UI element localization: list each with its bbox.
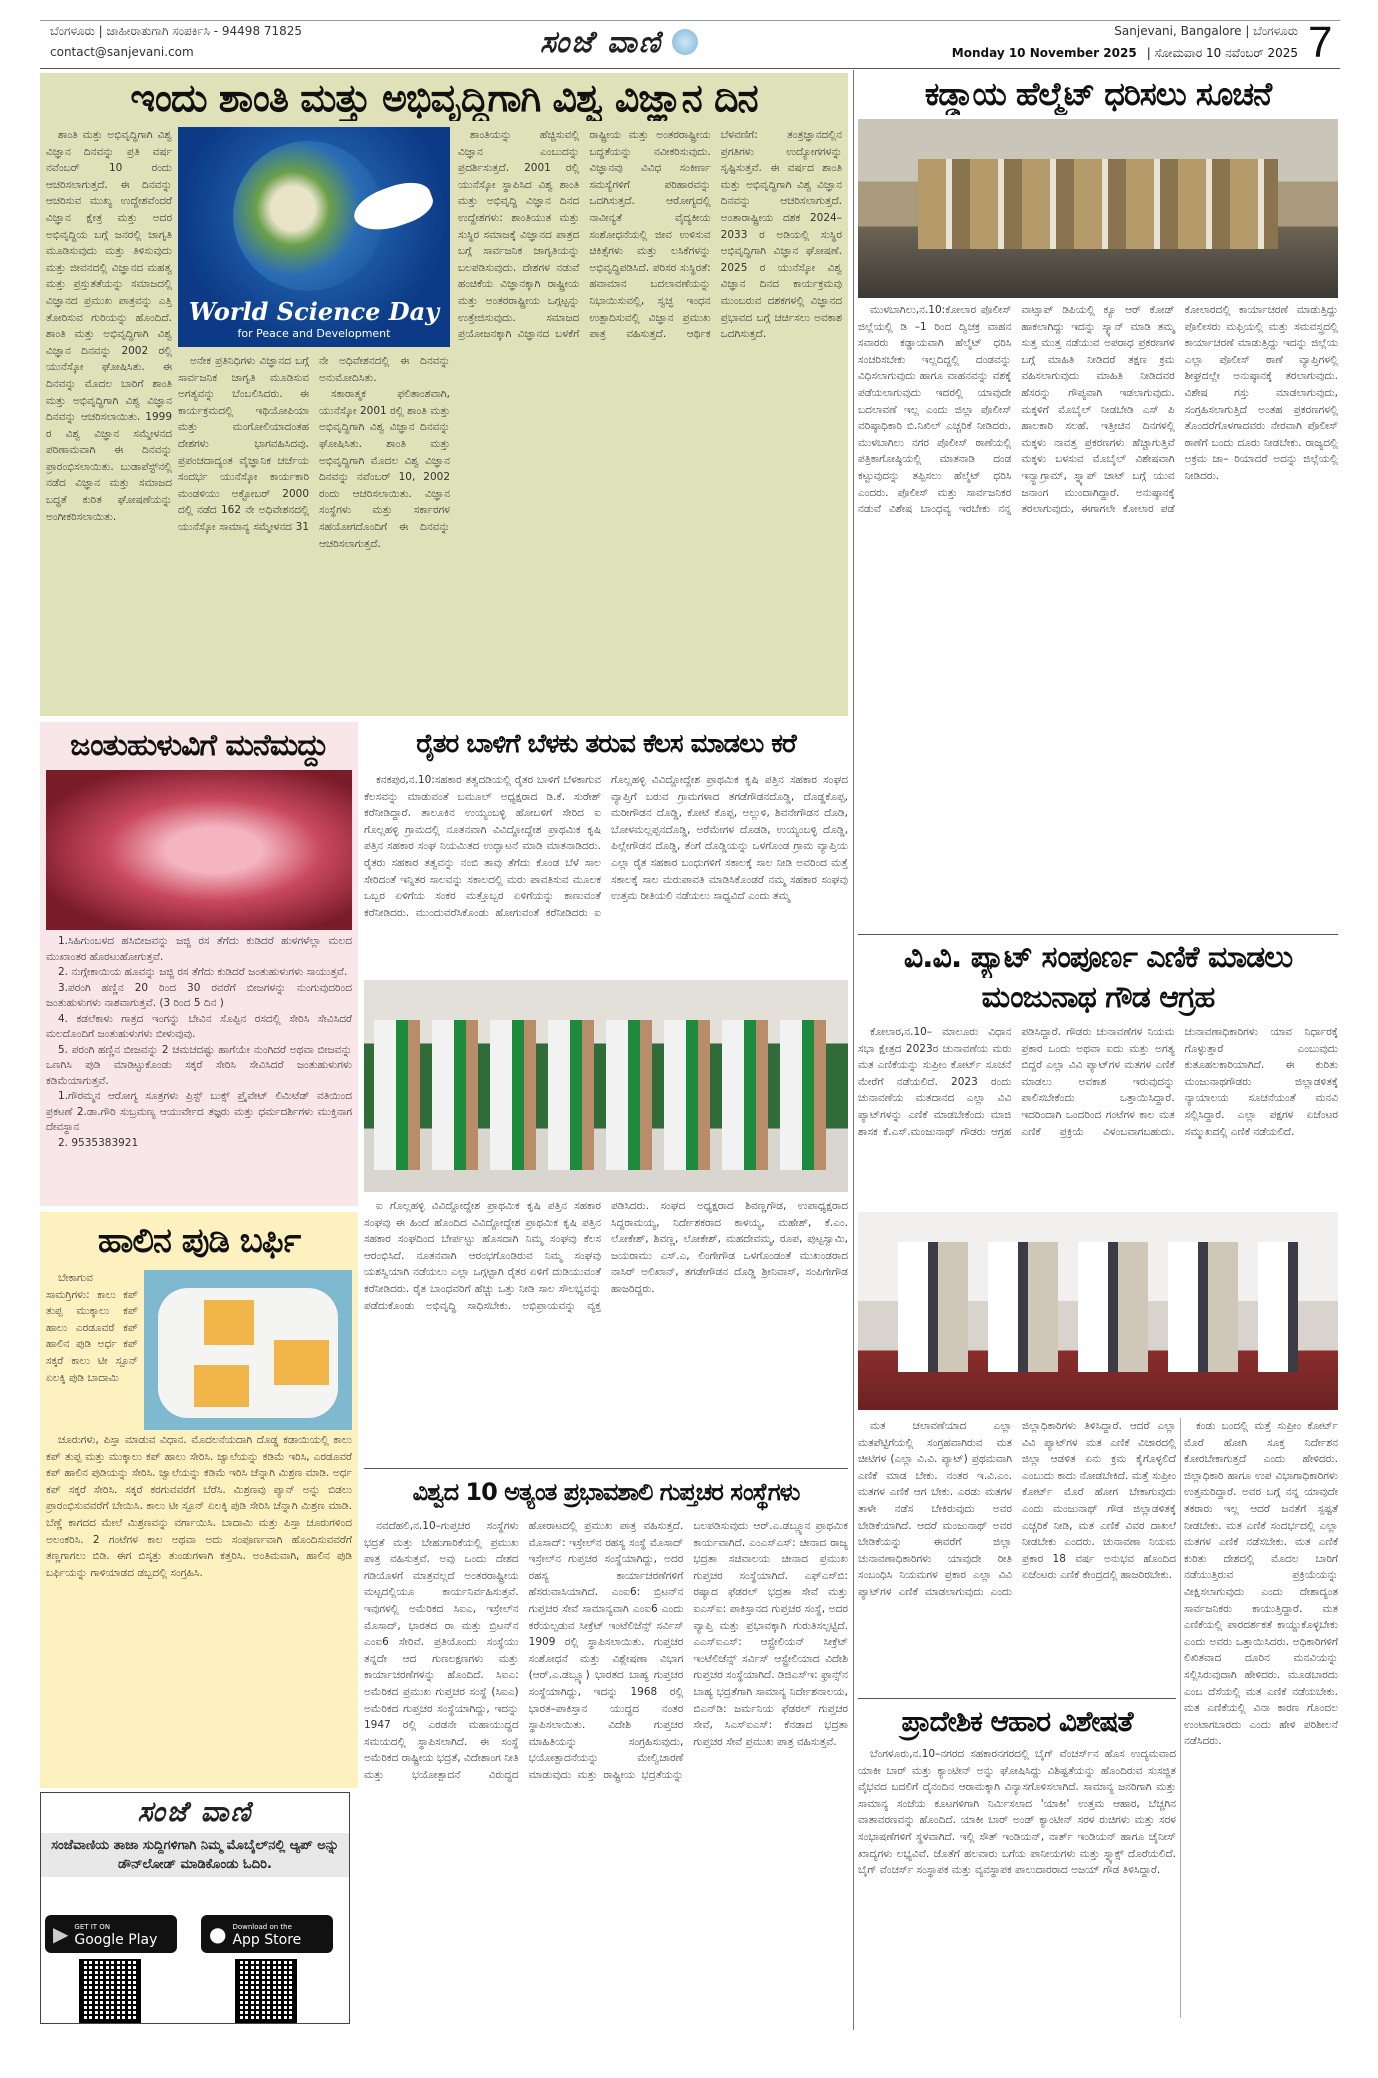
science-day-right-cols: ಶಾಂತಿಯನ್ನು ಹೆಚ್ಚಿಸುವಲ್ಲಿ ವಿಜ್ಞಾನ ಎಂಬುದನ್ನು ಪ್ರದರ್ಶಿಸುತ್ತದೆ. 2001 ರಲ್ಲಿ ಯುನೆಸ್ಕೋ ಸ್ಥಾಪಿಸಿದ ವಿಶ್ವ ಶಾಂತಿ ಮತ್ತು ಅಭಿವೃದ್ಧಿ ವಿಜ್ಞಾನ ದಿನದ ಉದ್ದೇಶಗಳು: ಶಾಂತಿಯುತ ಮತ್ತು ಸುಸ್ಥಿರ ಸಮಾಜಕ್ಕೆ ವಿಜ್ಞಾನದ ಪಾತ್ರದ ಬಗ್ಗೆ ಸಾರ್ವಜನಿಕ ಜಾಗೃತಿಯನ್ನು ಬಲಪಡಿಸುವುದು. ದೇಶಗಳ ನಡುವೆ ಹಂಚಿಕೆಯ ವಿಜ್ಞಾನಕ್ಕಾಗಿ ರಾಷ್ಟ್ರೀಯ ಮತ್ತು ಅಂತರರಾಷ್ಟ್ರೀಯ ಒಗ್ಗಟ್ಟನ್ನು ಉತ್ತೇಜಿಸುವುದು. ಸಮಾಜದ ಪ್ರಯೋಜನಕ್ಕಾಗಿ ವಿಜ್ಞಾನದ ಬಳಕೆಗೆ ರಾಷ್ಟ್ರೀಯ ಮತ್ತು ಅಂತರರಾಷ್ಟ್ರೀಯ ಬದ್ಧತೆಯನ್ನು ನವೀಕರಿಸುವುದು. ವಿಜ್ಞಾನವು ವಿವಿಧ ಸಂಕೀರ್ಣ ಸಮಸ್ಯೆಗಳಿಗೆ ಪರಿಹಾರವನ್ನು ಒದಗಿಸುತ್ತದೆ. ಆರೋಗ್ಯದಲ್ಲಿ ನಾವೀನ್ಯತೆ ವೈದ್ಯಕೀಯ ಸಂಶೋಧನೆಯಲ್ಲಿ ಜೀವ ಉಳಿಸುವ ಚಿಕಿತ್ಸೆಗಳು ಮತ್ತು ಲಸಿಕೆಗಳನ್ನು ಅಭಿವೃದ್ಧಿಪಡಿಸಿದೆ. ಪರಿಸರ ಸುಸ್ಥಿರತೆ: ಹವಾಮಾನ ಬದಲಾವಣೆಯನ್ನು ನಿಭಾಯಿಸುವಲ್ಲಿ, ಸ್ವಚ್ಛ ಇಂಧನ ಉತ್ಪಾದಿಸುವಲ್ಲಿ ವಿಜ್ಞಾನ ಪ್ರಮುಖ ಪಾತ್ರ ವಹಿಸುತ್ತದೆ. ಆರ್ಥಿಕ ಬೆಳವಣಿಗೆ: ತಂತ್ರಜ್ಞಾನದಲ್ಲಿನ ಪ್ರಗತಿಗಳು ಉದ್ಯೋಗಗಳನ್ನು ಸೃಷ್ಟಿಸುತ್ತವೆ. ಈ ವರ್ಷದ ಶಾಂತಿ ಮತ್ತು ಅಭಿವೃದ್ಧಿಗಾಗಿ ವಿಶ್ವ ವಿಜ್ಞಾನ ದಿನವನ್ನು ಆಚರಿಸಲಾಗುತ್ತದೆ. ಅಂತಾರಾಷ್ಟ್ರೀಯ ದಶಕ 2024–2033 ರ ಅಡಿಯಲ್ಲಿ ಸುಸ್ಥಿರ ಅಭಿವೃದ್ಧಿಗಾಗಿ ವಿಜ್ಞಾನ ಘೋಷಣೆ. 2025 ರ ಯುನೆಸ್ಕೋ ವಿಶ್ವ ವಿಜ್ಞಾನ ದಿನದ ಕಾರ್ಯಕ್ರಮವು ಮುಂಬರುವ ದಶಕಗಳಲ್ಲಿ ವಿಜ್ಞಾನದ ಪ್ರಭಾವದ ಬಗ್ಗೆ ಚರ್ಚಿಸಲು ಅವಕಾಶ ಒದಗಿಸುತ್ತದೆ. xyxy=(458,129,842,341)
farmers-headline: ರೈತರ ಬಾಳಿಗೆ ಬೆಳಕು ತರುವ ಕೆಲಸ ಮಾಡಲು ಕರೆ xyxy=(416,729,796,759)
ad-contact: ಬೆಂಗಳೂರು | ಜಾಹೀರಾತುಗಾಗಿ ಸಂಪರ್ಕಿಸಿ - 94498 71825 xyxy=(50,24,303,38)
date-line xyxy=(952,46,1298,61)
list-item: 4. ಕಡಲೆಕಾಳು ಗಾತ್ರದ ಇಂಗನ್ನು ಬೇವಿನ ಸೊಪ್ಪಿನ ರಸದಲ್ಲಿ ಸೇರಿಸಿ ಸೇವಿಸಿದರೆ ಮಲದೊಂದಿಗೆ ಜಂತುಹುಳುಗಳು ಬೀಳುವುವು. xyxy=(46,1012,352,1040)
app-store-button[interactable] xyxy=(201,1915,333,1953)
deworm-list xyxy=(46,934,352,1202)
masthead-logo-group xyxy=(540,22,698,62)
deworm-image xyxy=(46,770,352,930)
cooperative-inauguration-photo xyxy=(364,980,848,1192)
ad-message: ಸಂಜೆವಾಣಿಯ ತಾಜಾ ಸುದ್ದಿಗಳಿಗಾಗಿ ನಿಮ್ಮ ಮೊಬೈಲ್‌ನಲ್ಲಿ ಆ್ಯಪ್ ಅನ್ನು ಡೌನ್‌ಲೋಡ್ ಮಾಡಿಕೊಂಡು ಓದಿರಿ. xyxy=(41,1833,349,1877)
image-title: World Science Day xyxy=(188,297,440,326)
vvpat-body-top: ಕೋಲಾರ,ನ.10– ಮಾಲೂರು ವಿಧಾನ ಸಭಾ ಕ್ಷೇತ್ರದ 2023ರ ಚುನಾವಣೆಯ ಮರು ಮತ ಎಣಿಕೆಯನ್ನು ಸುಪ್ರೀಂ ಕೋರ್ಟ್ ಸೂಚನೆ ಮೇರೆಗೆ ನಡೆಯಲಿದೆ. 2023 ರಂದು ಚುನಾವಣೆಯ ಮತದಾನದ ಎಲ್ಲಾ ವಿವಿ ಪ್ಯಾಟ್‌ಗಳನ್ನು ಎಣಿಕೆ ಮಾಡಬೇಕೆಂದು ಮಾಜಿ ಶಾಸಕ ಕೆ.ಎಸ್.ಮಂಜುನಾಥ್ ಗೌಡರು ಆಗ್ರಹ ಪಡಿಸಿದ್ದಾರೆ. ಗೌಡರು ಚುನಾವಣೆಗಳ ನಿಯಮ ಪ್ರಕಾರ ಒಂದು ಅಥವಾ ಐದು ಮತ್ತು ಅಗತ್ಯ ಬಿದ್ದರೆ ಎಲ್ಲಾ ವಿವಿ ಪ್ಯಾಟ್‌ಗಳ ಮತಗಳ ಎಣಿಕೆ ಮಾಡಲು ಅವಕಾಶ ಇರುವುದನ್ನು ಪಾಲಿಸಬೇಕೆಂದು ಒತ್ತಾಯಿಸಿದ್ದಾರೆ. ಇದರಿಂದಾಗಿ ಒಂದರಿಂದ ಗಂಟೆಗಳ ಕಾಲ ಮತ ಎಣಿಕೆ ಪ್ರಕ್ರಿಯೆ ವಿಳಂಬವಾಗಬಹುದು. ಚುನಾವಣಾಧಿಕಾರಿಗಳು ಯಾವ ನಿರ್ಧಾರಕ್ಕೆ ಗೊಳ್ಳುತ್ತಾರೆ ಎಂಬುವುದು ಕುತೂಹಲಕಾರಿಯಾಗಿದೆ. ಈ ಕುರಿತು ಮಂಜುನಾಥಗೌಡರು ಜಿಲ್ಲಾಡಳಿತಕ್ಕೆ ನ್ಯಾಯಾಲಯ ಸೂಚನೆಯಂತೆ ಮನವಿ ಸಲ್ಲಿಸಿದ್ದಾರೆ. ಎಲ್ಲಾ ಪಕ್ಷಗಳ ಏಜೆಂಟರ ಸಮ್ಮುಖದಲ್ಲಿ ಎಣಿಕೆ ನಡೆಯಲಿದೆ. xyxy=(858,1026,1338,1138)
deworm-article xyxy=(40,722,358,1206)
vvpat-meeting-photo xyxy=(858,1212,1338,1410)
date-kn: | ಸೋಮವಾರ 10 ನವೆಂಬರ್ 2025 xyxy=(1146,46,1298,60)
barfi-headline: ಹಾಲಿನ ಪುಡಿ ಬರ್ಫಿ xyxy=(97,1221,301,1261)
ad-logo: ಸಂಜೆ ವಾಣಿ xyxy=(137,1795,253,1828)
science-day-col1: ಶಾಂತಿ ಮತ್ತು ಅಭಿವೃದ್ಧಿಗಾಗಿ ವಿಶ್ವ ವಿಜ್ಞಾನ ದಿನವನ್ನು ಪ್ರತಿ ವರ್ಷ ನವೆಂಬರ್ 10 ರಂದು ಆಚರಿಸಲಾಗುತ್ತದೆ. ಈ ದಿನವನ್ನು ಆಚರಿಸುವ ಮುಖ್ಯ ಉದ್ದೇಶವೆಂದರೆ ವಿಜ್ಞಾನ ಕ್ಷೇತ್ರ ಮತ್ತು ಅದರ ಅಭಿವೃದ್ಧಿಯ ಬಗ್ಗೆ ಜನರಲ್ಲಿ ಜಾಗೃತಿ ಮೂಡಿಸುವುದು ಮತ್ತು ತಿಳಿಸುವುದು ಮತ್ತು ಜೀವನದಲ್ಲಿ ವಿಜ್ಞಾನದ ಮಹತ್ವ ಮತ್ತು ಪ್ರಸ್ತುತತೆಯನ್ನು ಸಮಾಜದಲ್ಲಿ ವಿಜ್ಞಾನದ ಪ್ರಮುಖ ಪಾತ್ರವನ್ನು ಎತ್ತಿ ತೋರಿಸುವ ಗುರಿಯನ್ನು ಹೊಂದಿದೆ. ಶಾಂತಿ ಮತ್ತು ಅಭಿವೃದ್ಧಿಗಾಗಿ ವಿಶ್ವ ವಿಜ್ಞಾನ ದಿನವನ್ನು 2002 ರಲ್ಲಿ ಯುನೆಸ್ಕೋ ಘೋಷಿಸಿತು. ಈ ದಿನವನ್ನು ಮೊದಲ ಬಾರಿಗೆ ಶಾಂತಿ ಮತ್ತು ಅಭಿವೃದ್ಧಿಗಾಗಿ ವಿಶ್ವ ವಿಜ್ಞಾನ ದಿನವನ್ನು ಆಚರಿಸಲಾಯಿತು. 1999 ರ ವಿಶ್ವ ವಿಜ್ಞಾನ ಸಮ್ಮೇಳನದ ಪರಿಣಾಮವಾಗಿ ಈ ದಿನವನ್ನು ಪ್ರಾರಂಭಿಸಲಾಯಿತು. ಬುಡಾಪೆಸ್ಟ್‌ನಲ್ಲಿ ನಡೆದ ವಿಜ್ಞಾನ ಮತ್ತು ಸಮಾಜದ ಬದ್ಧತೆ ಕುರಿತ ಘೋಷಣೆಯನ್ನು ಅಂಗೀಕರಿಸಲಾಯಿತು. xyxy=(46,129,172,523)
top-rule xyxy=(40,20,1340,21)
world-science-day-image xyxy=(178,127,450,347)
barfi-image xyxy=(144,1270,352,1430)
list-item: 1.ಸಿಹಿಗುಂಬಳದ ಹಸಿಬೀಜವನ್ನು ಜಜ್ಜಿ ರಸ ತೆಗೆದು ಕುಡಿದರೆ ಹುಳಗಳೆಲ್ಲಾ ಮಲದ ಮುಖಾಂತರ ಹೊರಟುಹೋಗುತ್ತವೆ. xyxy=(46,935,352,963)
app-download-ad xyxy=(40,1792,350,2024)
vvpat-body-right: ಕಂಡು ಬಂದಲ್ಲಿ ಮತ್ತೆ ಸುಪ್ರೀಂ ಕೋರ್ಟ್ ಮೊರೆ ಹೋಗಿ ಸೂಕ್ತ ನಿರ್ದೇಶನ ಕೋರಬೇಕಾಗುತ್ತದೆ ಎಂದು ಹೇಳಿದರು. ಜಿಲ್ಲಾಧಿಕಾರಿ ಹಾಗೂ ಉಪ ವಿಭಾಗಾಧಿಕಾರಿಗಳು ಉತ್ತಮರಿದ್ದಾರೆ. ಅವರ ಬಗ್ಗೆ ನನ್ನ ಯಾವುದೇ ತಕರಾರು ಇಲ್ಲ ಆದರೆ ಜನತೆಗೆ ಸ್ಪಷ್ಟತೆ ನೀಡಬೇಕು. ಮತ ಎಣಿಕೆ ಸಂದರ್ಭದಲ್ಲಿ ಎಲ್ಲಾ ಮತಗಳ ಎಣಿಕೆ ನಡೆಸಬೇಕು. ಮತ ಎಣಿಕೆ ಕುರಿತು ದೇಶದಲ್ಲಿ ಮೊದಲ ಬಾರಿಗೆ ನಡೆಯುತ್ತಿರುವ ಪ್ರಕ್ರಿಯೆಯನ್ನು ವೀಕ್ಷಿಸಲಾಗುವುದು ಎಂದು ದೇಶಾದ್ಯಂತ ಸಾರ್ವಜನಿಕರು ಕಾಯುತ್ತಿದ್ದಾರೆ. ಮತ ಎಣಿಕೆಯಲ್ಲಿ ಪಾರದರ್ಶಕತೆ ಕಾಯ್ದುಕೊಳ್ಳಬೇಕು ಎಂದು ಅವರು ಒತ್ತಾಯಿಸಿದರು. ಅಧಿಕಾರಿಗಳಿಗೆ ಲಿಖಿತವಾದ ದೂರಿನ ಮನವಿಯನ್ನು ಸಲ್ಲಿಸಿರುವುದಾಗಿ ಹೇಳಿದರು. ಮೂಡಬಾರದು ಎಂಬ ದೆಸೆಯಲ್ಲಿ ಮತ ಎಣಿಕೆ ನಡೆಯಬೇಕು. ಮತ ಎಣಿಕೆಯಲ್ಲಿ ವಿನಾ ಕಾರಣ ಗೊಂದಲ ಉಂಟಾಗಬಾರದು ಎಂದು ಹೇಳಿ ಪರಿಶೀಲನೆ ನಡೆಸಿದರು. xyxy=(1184,1420,1338,1748)
column-divider xyxy=(853,70,854,2030)
food-rule xyxy=(858,1698,1176,1699)
page-number: 7 xyxy=(1308,18,1333,67)
barfi-piece xyxy=(204,1300,254,1345)
column-divider xyxy=(1180,1418,1181,2018)
vvpat-rule xyxy=(858,934,1338,935)
list-item: 5. ಪರಂಗಿ ಹಣ್ಣಿನ ಬೀಜವನ್ನು 2 ಚಮಚದಷ್ಟು ಹಾಗೆಯೇ ನುಂಗಿದರೆ ಅಥವಾ ಬೀಜವನ್ನು ಒಣಗಿಸಿ ಪುಡಿ ಮಾಡಿಟ್ಟುಕೊಂಡು ಸಕ್ಕರೆ ಸೇರಿಸಿ ಸೇವಿಸಿದರೆ ಜಂತುಹುಳುಗಳು ಕಡಿಮೆಯಾಗುತ್ತವೆ. xyxy=(46,1043,352,1087)
google-play-qr-code[interactable] xyxy=(79,1959,141,2023)
image-subtitle: for Peace and Development xyxy=(237,327,391,340)
regional-food-headline: ಪ್ರಾದೇಶಿಕ ಆಹಾರ ವಿಶೇಷತೆ xyxy=(901,1705,1133,1738)
list-item: 2. ನುಗ್ಗೇಕಾಯಿಯ ಹೂವನ್ನು ಜಜ್ಜಿ ರಸ ತೆಗೆದು ಕುಡಿದರೆ ಜಂತುಹುಳುಗಳು ಸಾಯುತ್ತವೆ. xyxy=(58,966,348,978)
farmers-body-top: ಕನಕಪುರ,ನ.10:ಸಹಕಾರ ತತ್ವದಡಿಯಲ್ಲಿ ರೈತರ ಬಾಳಿಗೆ ಬೆಳಕಾಗುವ ಕೆಲಸವನ್ನು ಮಾಡುವಂತೆ ಬಮೂಲ್ ಅಧ್ಯಕ್ಷರಾದ ಡಿ.ಕೆ. ಸುರೇಶ್ ಕರೆನೀಡಿದ್ದಾರೆ. ತಾಲೂಕಿನ ಉಯ್ಯಂಬಳ್ಳಿ ಹೋಬಳಿಗೆ ಸೇರಿದ ಐ ಗೊಲ್ಲಹಳ್ಳಿ ಗ್ರಾಮದಲ್ಲಿ ನೂತನವಾಗಿ ವಿವಿದ್ದೋದ್ದೇಶ ಪ್ರಾಥಮಿಕ ಕೃಷಿ ಪತ್ತಿನ ಸಹಕಾರ ಸಂಘ ನಿಯಮಿತದ ಉದ್ಘಾಟನೆ ಮಾಡಿ ಮಾತನಾಡಿದರು. ರೈತರು ಸಹಕಾರ ತತ್ವವನ್ನು ನಂಬಿ ತಾವು ತೆಗೆದು ಕೊಂಡ ಬೆಳೆ ಸಾಲ ಸೇರಿದಂತೆ ಇನ್ನಿತರ ಸಾಲವನ್ನು ಸಕಾಲದಲ್ಲಿ ಮರು ಪಾವತಿಸುವ ಮೂಲಕ ಒಬ್ಬರ ಏಳಿಗೆಯ ಸಂಕರ ಮತ್ತೊಬ್ಬರ ಏಳಿಗೆಯನ್ನು ಕಾಣುವಂತೆ ಕರೆನೀಡಿದರು. ಮುಂದುವರೆಸಿಕೊಂಡು ಹೋಗುವಂತೆ ಕರೆನೀಡಿದರು ಐ ಗೊಲ್ಲಹಳ್ಳಿ ವಿವಿದ್ದೋದ್ದೇಶ ಪ್ರಾಥಮಿಕ ಕೃಷಿ ಪತ್ತಿನ ಸಹಕಾರ ಸಂಘದ ವ್ಯಾಪ್ತಿಗೆ ಬರುವ ಗ್ರಾಮಗಳಾದ ತಗಡೆಗೌಡನದೊಡ್ಡಿ, ದೊಡ್ಡಕೊಪ್ಪ, ಮರೀಗೌಡನ ದೊಡ್ಡಿ, ಕೋಟೆ ಕೊಪ್ಪ, ಅಲ್ಲುಳಿ, ಶಿವನೇಗೌಡನ ದೊಡಿ, ಬೋಳಮಲ್ಲಪ್ಪನದೊಡ್ಡಿ, ಅರೆಮೇಗಳ ದೊಡಡಿ, ಉಯ್ಯಂಬಳ್ಳಿ ದೊಡ್ಡಿ, ಪಿಲ್ಲೇಗೌಡನ ದೊಡ್ಡಿ, ತೆಂಗೆ ದೊಡ್ಡಿಯನ್ನು ಒಳಗೊಂಡ ಗ್ರಾಮ ವ್ಯಾಪ್ತಿಯ ಎಲ್ಲಾ ರೈತ ಸಹಕಾರ ಬಂಧುಗಳಿಗೆ ಸಕಾಲಕ್ಕೆ ಸಾಲ ನೀಡಿ ಅವರಿಂದ ಮತ್ತೆ ಸಕಾಲಕ್ಕೆ ಸಾಲ ಮರುಪಾವತಿ ಮಾಡಿಸಿಕೊಂಡರೆ ನಮ್ಮ ಸಹಕಾರ ಸಂಘವು ಉತ್ತಮ ರೀತಿಯಲಿ ನಡೆಯಲು ಸಾಧ್ಯವಿದೆ ಎಂದು ತಮ್ಮ xyxy=(364,774,848,919)
officers-figures xyxy=(918,159,1278,249)
spy-agencies-body: ನವದೆಹಲಿ,ನ.10–ಗುಪ್ತಚರ ಸಂಸ್ಥೆಗಳು ಭದ್ರತೆ ಮತ್ತು ಬೇಹುಗಾರಿಕೆಯಲ್ಲಿ ಪ್ರಮುಖ ಪಾತ್ರ ವಹಿಸುತ್ತವೆ. ಅವು ಒಂದು ದೇಶದ ಗಡಿಯೊಳಗೆ ಮಾತ್ರವಲ್ಲದೆ ಅಂತರರಾಷ್ಟ್ರೀಯ ಮಟ್ಟದಲ್ಲಿಯೂ ಕಾರ್ಯನಿರ್ವಹಿಸುತ್ತವೆ. ಇವುಗಳಲ್ಲಿ ಅಮೆರಿಕದ ಸಿಐಎ, ಇಸ್ರೇಲ್‌ನ ಮೊಸಾದ್, ಭಾರತದ ರಾ ಮತ್ತು ಬ್ರಿಟನ್‌ನ ಎಂಐ6 ಸೇರಿವೆ. ಪ್ರತಿಯೊಂದು ಸಂಸ್ಥೆಯು ತನ್ನದೇ ಆದ ಗುಣಲಕ್ಷಣಗಳು ಮತ್ತು ಕಾರ್ಯಾಚರಣೆಗಳನ್ನು ಹೊಂದಿದೆ. ಸಿಐಎ: ಅಮೆರಿಕದ ಪ್ರಮುಖ ಗುಪ್ತಚರ ಸಂಸ್ಥೆ (ಸಿಐಎ) ಅಮೆರಿಕದ ಗುಪ್ತಚರ ಸಂಸ್ಥೆಯಾಗಿದ್ದು, ಇದನ್ನು 1947 ರಲ್ಲಿ ಎರಡನೇ ಮಹಾಯುದ್ಧದ ಸಮಯದಲ್ಲಿ ಸ್ಥಾಪಿಸಲಾಗಿದೆ. ಈ ಸಂಸ್ಥೆ ಅಮೆರಿಕದ ರಾಷ್ಟ್ರೀಯ ಭದ್ರತೆ, ವಿದೇಶಾಂಗ ನೀತಿ ಮತ್ತು ಭಯೋತ್ಪಾದನೆ ವಿರುದ್ಧದ ಹೋರಾಟದಲ್ಲಿ ಪ್ರಮುಖ ಪಾತ್ರ ವಹಿಸುತ್ತದೆ. ಮೊಸಾದ್: ಇಸ್ರೇಲ್‌ನ ರಹಸ್ಯ ಸಂಸ್ಥೆ ಮೊಸಾದ್ ಇಸ್ರೇಲ್‌ನ ಗುಪ್ತಚರ ಸಂಸ್ಥೆಯಾಗಿದ್ದು, ಅದರ ರಹಸ್ಯ ಕಾರ್ಯಾಚರಣೆಗಳಿಗೆ ಹೆಸರುವಾಸಿಯಾಗಿದೆ. ಎಂಐ6: ಬ್ರಿಟನ್‌ನ ಗುಪ್ತಚರ ಸೇವೆ ಸಾಮಾನ್ಯವಾಗಿ ಎಂಐ6 ಎಂದು ಕರೆಯಲ್ಪಡುವ ಸೀಕ್ರೆಟ್ ಇಂಟೆಲಿಜೆನ್ಸ್ ಸರ್ವಿಸ್ 1909 ರಲ್ಲಿ ಸ್ಥಾಪಿಸಲಾಯಿತು. ಗುಪ್ತಚರ ಸಂಶೋಧನೆ ಮತ್ತು ವಿಶ್ಲೇಷಣಾ ವಿಭಾಗ (ಆರ್.ಎ.ಡಬ್ಲ್ಯೂ) ಭಾರತದ ಬಾಹ್ಯ ಗುಪ್ತಚರ ಸಂಸ್ಥೆಯಾಗಿದ್ದು, ಇದನ್ನು 1968 ರಲ್ಲಿ ಭಾರತ–ಪಾಕಿಸ್ತಾನ ಯುದ್ಧದ ನಂತರ ಸ್ಥಾಪಿಸಲಾಯಿತು. ವಿದೇಶಿ ಗುಪ್ತಚರ ಮಾಹಿತಿಯನ್ನು ಸಂಗ್ರಹಿಸುವುದು, ಭಯೋತ್ಪಾದನೆಯನ್ನು ಮೇಲ್ವಿಚಾರಣೆ ಮಾಡುವುದು ಮತ್ತು ರಾಷ್ಟ್ರೀಯ ಭದ್ರತೆಯನ್ನು ಬಲಪಡಿಸುವುದು ಆರ್.ಎ.ಡಬ್ಲ್ಯೂನ ಪ್ರಾಥಮಿಕ ಕಾರ್ಯವಾಗಿದೆ. ಎಂಎಸ್‌ಎಸ್: ಚೀನಾದ ರಾಜ್ಯ ಭದ್ರತಾ ಸಚಿವಾಲಯ ಚೀನಾದ ಪ್ರಮುಖ ಗುಪ್ತಚರ ಸಂಸ್ಥೆಯಾಗಿದೆ. ಎಫ್‌ಎಸ್‌ಬಿ: ರಷ್ಯಾದ ಫೆಡರಲ್ ಭದ್ರತಾ ಸೇವೆ ಮತ್ತು ಐಎಸ್‌ಐ: ಪಾಕಿಸ್ತಾನದ ಗುಪ್ತಚರ ಸಂಸ್ಥೆ, ಅದರ ವ್ಯಾಪ್ತಿ ಮತ್ತು ಪ್ರಭಾವಕ್ಕಾಗಿ ಗುರುತಿಸಲ್ಪಟ್ಟಿದೆ. ಎಎಸ್‌ಐಎಸ್: ಆಸ್ಟ್ರೇಲಿಯನ್ ಸೀಕ್ರೆಟ್ ಇಂಟೆಲಿಜೆನ್ಸ್ ಸರ್ವಿಸ್ ಆಸ್ಟ್ರೇಲಿಯಾದ ವಿದೇಶಿ ಗುಪ್ತಚರ ಸಂಸ್ಥೆಯಾಗಿದೆ. ಡಿಜಿಎಸ್‌ಇ: ಫ್ರಾನ್ಸ್‌ನ ಬಾಹ್ಯ ಭದ್ರತೆಗಾಗಿ ಸಾಮಾನ್ಯ ನಿರ್ದೇಶನಾಲಯ, ಬಿಎನ್‌ಡಿ: ಜರ್ಮನಿಯ ಫೆಡರಲ್ ಗುಪ್ತಚರ ಸೇವೆ, ಸಿಎಸ್‌ಐಎಸ್: ಕೆನಡಾದ ಭದ್ರತಾ ಗುಪ್ತಚರ ಸೇವೆ ಪ್ರಮುಖ ಪಾತ್ರ ವಹಿಸುತ್ತವೆ. xyxy=(364,1520,848,1781)
deworm-headline: ಜಂತುಹುಳುವಿಗೆ ಮನೆಮದ್ದು xyxy=(70,728,328,763)
masthead-logo: ಸಂಜೆ ವಾಣಿ xyxy=(540,24,663,60)
apple-icon: ● xyxy=(209,1922,227,1946)
edition: Sanjevani, Bangalore | ಬೆಂಗಳೂರು xyxy=(1114,24,1298,38)
barfi-ingredients: ಬೇಕಾಗುವ ಸಾಮಗ್ರಿಗಳು: ಕಾಲು ಕಪ್ ತುಪ್ಪ ಮುಕ್ಕಾಲು ಕಪ್ ಹಾಲು ಎರಡೂವರೆ ಕಪ್ ಹಾಲಿನ ಪುಡಿ ಅರ್ಧ ಕಪ್ ಸಕ್ಕರೆ ಕಾಲು ಟೀ ಸ್ಪೂನ್ ಏಲಕ್ಕಿ ಪುಡಿ ಬಾದಾಮಿ xyxy=(46,1272,138,1384)
spy-agencies-headline: ವಿಶ್ವದ 10 ಅತ್ಯಂತ ಪ್ರಭಾವಶಾಲಿ ಗುಪ್ತಚರ ಸಂಸ್ಥೆಗಳು xyxy=(412,1478,800,1506)
police-press-meet-photo xyxy=(858,119,1338,298)
list-item: 2. 9535383921 xyxy=(58,1136,139,1149)
science-day-headline: ಇಂದು ಶಾಂತಿ ಮತ್ತು ಅಭಿವೃದ್ಧಿಗಾಗಿ ವಿಶ್ವ ವಿಜ್ಞಾನ ದಿನ xyxy=(130,76,758,120)
masthead-rule xyxy=(40,68,1340,69)
list-item: 1.ಗೌರಮ್ಮನ ಆರೋಗ್ಯ ಸೂತ್ರಗಳು ಪ್ರಿಸ್ಟ್ ಬುಕ್ಸ್ ಪ್ರೈವೇಟ್ ಲಿಮಿಟೆಡ್ ವತಿಯಿಂದ ಪ್ರಕಟಣೆ 2.ಡಾ.ಗೌರಿ ಸುಬ್ರಮಣ್ಯ ಆಯುರ್ವೇದ ತಜ್ಞರು ಮತ್ತು ಧರ್ಮದರ್ಶಿಗಳು ಮುಕ್ತಿನಾಗ ದೇವಸ್ಥಾನ xyxy=(46,1090,352,1133)
app-store-qr-code[interactable] xyxy=(235,1959,297,2023)
vvpat-body-mid: ಮತ ಚಲಾವಣೆಯಾದ ಎಲ್ಲಾ ಮತಪೆಟ್ಟಿಗೆಯಲ್ಲಿ ಸಂಗ್ರಹವಾಗಿರುವ ಮತ ಚೀಟಿಗಳ (ಎಲ್ಲಾ ವಿ.ವಿ. ಪ್ಯಾಟ್) ಪ್ರಥಮವಾಗಿ ಎಣಿಕೆ ಮಾಡ ಬೇಕು. ನಂತರ ಇ.ವಿ.ಎಂ. ಮತಗಳ ಎಣಿಕೆ ಆಗ ಬೇಕು. ಎರಡು ಮತಗಳ ತಾಳೇ ನಡೆಸ ಬೇಕಿರುವುದು ಅವರ ಬೇಡಿಕೆಯಾಗಿದೆ. ಆದರೆ ಮಂಜುನಾಥ್ ಅವರ ಬೇಡಿಕೆಯನ್ನು ಈವರೆಗೆ ಜಿಲ್ಲಾ ಚುನಾವಣಾಧಿಕಾರಿಗಳು ಯಾವುದೇ ರೀತಿ ಸಂಬಂಧಿಸಿ ನಿಯಮಗಳ ಪ್ರಕಾರ ಎಲ್ಲಾ ವಿವಿ ಪ್ಯಾಟ್‌ಗಳ ಎಣಿಕೆ ಮಾಡಲಾಗುವುದು ಎಂದು ಜಿಲ್ಲಾಧಿಕಾರಿಗಳು ತಿಳಿಸಿದ್ದಾರೆ. ಆದರೆ ಎಲ್ಲಾ ವಿವಿ ಪ್ಯಾಟ್‌ಗಳ ಮತ ಎಣಿಕೆ ವಿಚಾರದಲ್ಲಿ ಜಿಲ್ಲಾ ಆಡಳಿತ ಏನು ಕ್ರಮ ಕೈಗೊಳ್ಳಲಿದೆ ಎಂಬುದು ಕಾದು ನೋಡಬೇಕಿದೆ. ಮತ್ತೆ ಸುಪ್ರೀಂ ಕೋರ್ಟ್ ಮೊರೆ ಹೋಗ ಬೇಕಾಗುವುದು ಎಂದು ಮಂಜುನಾಥ್ ಗೌಡ ಜಿಲ್ಲಾಡಳಿತಕ್ಕೆ ಎಚ್ಚರಿಕೆ ನೀಡಿ, ಮತ ಎಣಿಕೆ ವಿವರ ದಾಖಲೆ ನೀಡಬೇಕು ಎಂದರು. ಚುನಾವಣಾ ನಿಯಮ ಪ್ರಕಾರ 18 ವರ್ಷ ಅನುಭವ ಹೊಂದಿದ ಏಜೆಂಟರು ಎಣಿಕೆ ಕೇಂದ್ರದಲ್ಲಿ ಹಾಜರಿರಬೇಕು. xyxy=(858,1420,1176,1598)
google-play-label: GET IT ON Google Play xyxy=(74,1923,158,1948)
vvpat-headline-2: ಮಂಜುನಾಥ ಗೌಡ ಆಗ್ರಹ xyxy=(981,980,1215,1015)
helmet-body: ಮುಳಬಾಗಿಲು,ನ.10:ಕೋಲಾರ ಪೊಲೀಸ್ ಜಿಲ್ಲೆಯಲ್ಲಿ ಡಿ –1 ರಿಂದ ದ್ವಿಚಕ್ರ ವಾಹನ ಸವಾರರು ಕಡ್ಡಾಯವಾಗಿ ಹೆಲ್ಮೆಟ್ ಧರಿಸಿ ಸಂಚರಿಸಬೇಕು ಇಲ್ಲದಿದ್ದಲ್ಲಿ ದಂಡವನ್ನು ವಿಧಿಸಲಾಗುವುದು ಹಾಗೂ ವಾಹನವನ್ನು ವಶಕ್ಕೆ ಪಡೆಯಲಾಗುವುದು ಇದರಲ್ಲಿ ಯಾವುದೇ ಬದಲಾವಣೆ ಇಲ್ಲ ಎಂದು ಜಿಲ್ಲಾ ಪೊಲೀಸ್ ವರಿಷ್ಠಾಧಿಕಾರಿ ಬಿ.ನಿಖಿಲ್ ಎಚ್ಚರಿಕೆ ನೀಡಿದರು. ಮುಳಬಾಗಿಲು ನಗರ ಪೊಲೀಸ್ ಠಾಣೆಯಲ್ಲಿ ಪತ್ರಿಕಾಗೋಷ್ಠಿಯಲ್ಲಿ ಮಾತನಾಡಿ ದಂಡ ಕಟ್ಟುವುದನ್ನು ತಪ್ಪಿಸಲು ಹೆಲ್ಮೆಟ್ ಧರಿಸಿ ಎಂದರು. ಪೊಲೀಸ್ ಮತ್ತು ಸಾರ್ವಜನಿಕರ ನಡುವೆ ವಿಶೇಷ ಬಾಂಧವ್ಯ ಇರಬೇಕು ನನ್ನ ವಾಟ್ಸಾಪ್ ಡಿಪಿಯಲ್ಲಿ ಕ್ಯೂ ಆರ್ ಕೋಡ್ ಹಾಕಲಾಗಿದ್ದು ಇದನ್ನು ಸ್ಕ್ಯಾನ್ ಮಾಡಿ ತಮ್ಮ ಸುತ್ತ ಮುತ್ತ ನಡೆಯುವ ಅಪರಾಧ ಪ್ರಕರಣಗಳ ಬಗ್ಗೆ ಮಾಹಿತಿ ನೀಡಿದರೆ ತಕ್ಷಣ ಕ್ರಮ ವಹಿಸಲಾಗುವುದು ಮಾಹಿತಿ ನೀಡಿದವರ ಹೆಸರನ್ನು ಗೌಪ್ಯವಾಗಿ ಇಡಲಾಗುವುದು. ಮಕ್ಕಳಿಗೆ ಮೊಬೈಲ್ ನೀಡಬೇಡಿ ಎಸ್ ಪಿ ಹಾಲಕಾರಿ ಸಲಹೆ. ಇತ್ತೀಚಿನ ದಿನಗಳಲ್ಲಿ ಮಕ್ಕಳು ನಾವತ್ತ ಪ್ರಕರಣಗಳು ಹೆಚ್ಚಾಗುತ್ತಿವೆ ಮಕ್ಕಳು ಬಳಸುವ ಮೊಬೈಲ್ ವಿಶೇಷವಾಗಿ ಇನ್ಸ್ಟಾಗ್ರಾಮ್, ಸ್ನ್ಯಾಪ್ ಚಾಟ್ ಬಗ್ಗೆ ಯುವ ಜನಾಂಗ ಮುಂದಾಗಿದ್ದಾರೆ. ಅನುಷ್ಠಾನಕ್ಕೆ ತರಲಾಗುವುದು, ಈಗಾಗಲೇ ಕೋಲಾರ ಪಡೆ ಕೋಲಾರದಲ್ಲಿ ಕಾರ್ಯಾಚರಣೆ ಮಾಡುತ್ತಿದ್ದು ಪೊಲೀಸರು ಮಫ್ತಿಯಲ್ಲಿ ಮತ್ತು ಸಮವಸ್ತ್ರದಲ್ಲಿ ಕಾರ್ಯಾಚರಣೆ ಮಾಡುತ್ತಿದ್ದು ಇದನ್ನು ಜಿಲ್ಲೆಯ ಎಲ್ಲಾ ಪೊಲೀಸ್ ಠಾಣೆ ವ್ಯಾಪ್ತಿಗಳಲ್ಲಿ ಶೀಘ್ರದಲ್ಲೇ ಅನುಷ್ಠಾನಕ್ಕೆ ತರಲಾಗುವುದು. ವಿಶೇಷ ಗಸ್ತು ಮಾಡಲಾಗುವುದು, ಸಂಗ್ರಹಿಸಲಾಗುತ್ತಿದೆ ಅಂತಹ ಪ್ರಕರಣಗಳಲ್ಲಿ ತೊಂದರೆಗೊಳಗಾದವರು ನೇರವಾಗಿ ಪೊಲೀಸ್ ಠಾಣೆಗೆ ಬಂದು ದೂರು ನೀಡಬೇಕು. ರಾಜ್ಯದಲ್ಲಿ ಅಕ್ರಮ ಜಾ– ರಿಯಾದರೆ ಅದನ್ನು ಜಿಲ್ಲೆಯಲ್ಲಿ ನೀಡಿದರು. xyxy=(858,304,1338,516)
farmers-body-bottom: ಐ ಗೊಲ್ಲಹಳ್ಳಿ ವಿವಿದ್ದೋದ್ದೇಶ ಪ್ರಾಥಮಿಕ ಕೃಷಿ ಪತ್ತಿನ ಸಹಕಾರ ಸಂಘವು ಈ ಹಿಂದೆ ಹೊಂದಿದ ವಿವಿದ್ದೋದ್ದೇಶ ಪ್ರಾಥಮಿಕ ಕೃಷಿ ಪತ್ತಿನ ಸಹಕಾರ ಸಂಘದಿಂದ ಬೇರ್ಪಟ್ಟು ಹೊಸದಾಗಿ ನಿಮ್ಮ ಸಂಘವು ಕೆಲಸ ಆರಂಭಿಸಿದೆ. ನೂತನವಾಗಿ ಆರಂಭಗೊಂಡಿರುವ ನಿಮ್ಮ ಸಂಘವು ಯಶಸ್ವಿಯಾಗಿ ನಡೆಯಲು ಎಲ್ಲಾ ಒಗ್ಗಟ್ಟಾಗಿ ರೈತರ ಏಳಿಗೆ ದುಡಿಯುವಂತೆ ಕರೆನೀಡಿದರು. ರೈತ ಬಾಂಧವರಿಗೆ ಹೆಚ್ಚು ಒತ್ತು ನೀಡಿ ಸಾಲ ಸೌಲಭ್ಯವನ್ನು ಪಡೆದುಕೊಂಡು ಅಭಿವೃದ್ಧಿ ಸಾಧಿಸಬೇಕು. ಅಭಿಪ್ರಾಯವನ್ನು ವ್ಯಕ್ತ ಪಡಿಸಿದರು. ಸಂಘದ ಅಧ್ಯಕ್ಷರಾದ ಶಿವಣ್ಣಗೌಡ, ಉಪಾಧ್ಯಕ್ಷರಾದ ಸಿದ್ದರಾಮಯ್ಯ, ನಿರ್ದೇಶಕರಾದ ಕಾಳಯ್ಯ, ಮಹೇಶ್, ಕೆ.ಎಂ. ಲೋಕೇಶ್, ಶಿವಣ್ಣ, ಲೋಕೇಶ್, ಮಹದೇವಮ್ಮ, ರೂಪ, ಪುಟ್ಟಸ್ವಾಮಿ, ಜಯರಾಮು ಎಸ್.ಎ, ಲಿಂಗೇಗೌಡ ಒಳಗೊಂಡಂತೆ ಮುಖಂಡರಾದ ನಾಸಿರ್ ಅಲಿಖಾನ್, ತಗಡೇಗೌಡನ ದೊಡ್ಡಿ ಶ್ರೀನಿವಾಸ್, ಸಂಪಿಗೇಗೌಡ ಹಾಜರಿದ್ದರು. xyxy=(364,1200,848,1312)
logo-globe-icon xyxy=(672,29,698,55)
list-item: 3.ಪರಂಗಿ ಹಣ್ಣಿನ 20 ರಿಂದ 30 ರವರೆಗೆ ಬೀಜಗಳನ್ನು ನುಂಗುವುದರಿಂದ ಜಂತುಹುಳುಗಳು ನಾಶವಾಗುತ್ತವೆ. (3 ರಿಂದ 5 ದಿನ ) xyxy=(46,981,352,1009)
barfi-piece xyxy=(194,1365,249,1407)
date-en: Monday 10 November 2025 xyxy=(951,46,1137,60)
science-day-col2-3: ಅನೇಕ ಪ್ರತಿನಿಧಿಗಳು ವಿಜ್ಞಾನದ ಬಗ್ಗೆ ಸಾರ್ವಜನಿಕ ಜಾಗೃತಿ ಮೂಡಿಸುವ ಅಗತ್ಯವನ್ನು ಬೆಂಬಲಿಸಿದರು. ಈ ಕಾರ್ಯಕ್ರಮದಲ್ಲಿ ಇಥಿಯೋಪಿಯಾ ಮತ್ತು ಮಂಗೋಲಿಯಾದಂತಹ ದೇಶಗಳು ಭಾಗವಹಿಸಿದವು. ಪ್ರಪಂಚದಾದ್ಯಂತ ವೈಜ್ಞಾನಿಕ ಚರ್ಚೆಯ ಸಂದರ್ಭ ಯುನೆಸ್ಕೋ ಕಾರ್ಯಕಾರಿ ಮಂಡಳಿಯು ಅಕ್ಟೋಬರ್ 2000 ದಲ್ಲಿ ನಡೆದ 162 ನೇ ಅಧಿವೇಶನದಲ್ಲಿ ಯುನೆಸ್ಕೋ ಸಾಮಾನ್ಯ ಸಮ್ಮೇಳನದ 31 ನೇ ಅಧಿವೇಶನದಲ್ಲಿ ಈ ದಿನವನ್ನು ಅನುಮೋದಿಸಿತು. ಸಕಾರಾತ್ಮಕ ಫಲಿತಾಂಶವಾಗಿ, ಯುನೆಸ್ಕೋ 2001 ರಲ್ಲಿ ಶಾಂತಿ ಮತ್ತು ಅಭಿವೃದ್ಧಿಗಾಗಿ ವಿಶ್ವ ವಿಜ್ಞಾನ ದಿನವನ್ನು ಘೋಷಿಸಿತು. ಶಾಂತಿ ಮತ್ತು ಅಭಿವೃದ್ಧಿಗಾಗಿ ಮೊದಲ ವಿಶ್ವ ವಿಜ್ಞಾನ ದಿನವನ್ನು ನವೆಂಬರ್ 10, 2002 ರಂದು ಆಚರಿಸಲಾಯಿತು. ವಿಜ್ಞಾನ ಸಂಸ್ಥೆಗಳು ಮತ್ತು ಸರ್ಕಾರಗಳ ಸಹಯೋಗದೊಂದಿಗೆ ಈ ದಿನವನ್ನು ಆಚರಿಸಲಾಗುತ್ತದೆ. xyxy=(178,355,450,550)
barfi-piece xyxy=(274,1340,329,1385)
spy-rule xyxy=(364,1468,848,1469)
helmet-headline: ಕಡ್ಡಾಯ ಹೆಲ್ಮೆಟ್ ಧರಿಸಲು ಸೂಚನೆ xyxy=(924,75,1272,113)
app-store-label: Download on the App Store xyxy=(232,1923,302,1948)
email: contact@sanjevani.com xyxy=(50,45,194,59)
regional-food-body: ಬೆಂಗಳೂರು,ನ.10–ನಗರದ ಸಹಕಾರನಗರದಲ್ಲಿ ಬೈಗ್ ವೆಂಚರ್ಸ್‌ನ ಹೊಸ ಉದ್ಯಮವಾದ ಯಾಕೀ ಬಾರ್ ಮತ್ತು ಕ್ಯಾಂಟೀನ್ ಅನ್ನು ಘೋಷಿಸಿದ್ದು ವಿಶಿಷ್ಟತೆಯನ್ನು ಹೊಂದಿರುವ ಸುಸಜ್ಜಿತ ವೈಭವದ ಬದಲಿಗೆ ದೈನಂದಿನ ಆರಾಮಕ್ಕಾಗಿ ವಿನ್ಯಾಸಗೊಳಿಸಲಾಗಿದೆ. ಸಾಮಾನ್ಯ ಜನರಿಗಾಗಿ ಮತ್ತು ಸಾಮಾನ್ಯ ಸಂಜೆಯ ಕೂಟಗಳಿಗಾಗಿ ನಿರ್ಮಿಸಲಾದ 'ಯಾಕೀ' ಉತ್ತಮ ಆಹಾರ, ಬೆಚ್ಚಗಿನ ವಾತಾವರಣವನ್ನು ಹೊಂದಿದೆ. ಯಾಕೀ ಬಾರ್ ಅಂಡ್ ಕ್ಯಾಂಟೀನ್ ಸರಳ ರುಚಿಗಳು ಮತ್ತು ಸರಳ ಸಂಭಾಷಣೆಗಳಿಗೆ ಸ್ಥಳವಾಗಿದೆ. ಇಲ್ಲಿ ಸೌತ್ ಇಂಡಿಯನ್, ನಾರ್ತ್ ಇಂಡಿಯನ್ ಹಾಗೂ ಚೈನೀಸ್ ಖಾದ್ಯಗಳು ಲಭ್ಯವಿವೆ. ಜೊತೆಗೆ ಹಲವಾರು ಬಗೆಯ ಪಾನೀಯಗಳು ಮತ್ತು ಸ್ನ್ಯಾಕ್ಸ್ ದೊರೆಯಲಿದೆ. ಬೈಗ್ ವೆಂಚರ್ಸ್ ಸಂಸ್ಥಾಪಕ ಮತ್ತು ವ್ಯವಸ್ಥಾಪಕ ಪಾಲುದಾರರಾದ ಅಜಯ್ ಗೌಡ ತಿಳಿಸಿದ್ದಾರೆ. xyxy=(858,1748,1176,1877)
play-icon: ▶ xyxy=(53,1922,69,1946)
barfi-article xyxy=(40,1212,358,1788)
vvpat-headline-1: ವಿ.ವಿ. ಪ್ಯಾಟ್ ಸಂಪೂರ್ಣ ಎಣಿಕೆ ಮಾಡಲು xyxy=(903,940,1293,975)
google-play-button[interactable] xyxy=(45,1915,177,1953)
barfi-body: ಚೂರುಗಳು, ಪಿಸ್ತಾ ಮಾಡುವ ವಿಧಾನ. ಮೊದಲನೆಯದಾಗಿ ದೊಡ್ಡ ಕಡಾಯಿಯಲ್ಲಿ ಕಾಲು ಕಪ್ ತುಪ್ಪ ಮತ್ತು ಮುಕ್ಕಾಲು ಕಪ್ ಹಾಲು ಸೇರಿಸಿ. ಜ್ವಾಲೆಯನ್ನು ಕಡಿಮೆ ಇರಿಸಿ, ಎರಡೂವರೆ ಕಪ್ ಹಾಲಿನ ಪುಡಿಯನ್ನು ಸೇರಿಸಿ. ಜ್ವಾಲೆಯನ್ನು ಕಡಿಮೆ ಇರಿಸಿ ಚೆನ್ನಾಗಿ ಮಿಶ್ರಣ ಮಾಡಿ. ಅರ್ಧ ಕಪ್ ಸಕ್ಕರೆ ಸೇರಿಸಿ. ಸಕ್ಕರೆ ಕರಗುವವರೆಗೆ ಬೆರೆಸಿ. ಮಿಶ್ರಣವು ಪ್ಯಾನ್ ಅನ್ನು ಬಿಡಲು ಪ್ರಾರಂಭಿಸುವವರೆಗೆ ಬೇಯಿಸಿ. ಕಾಲು ಟೀ ಸ್ಪೂನ್ ಏಲಕ್ಕಿ ಪುಡಿ ಸೇರಿಸಿ ಚೆನ್ನಾಗಿ ಮಿಶ್ರಣ ಮಾಡಿ. ಬೆಣ್ಣೆ ಕಾಗದದ ಮೇಲೆ ಮಿಶ್ರಣವನ್ನು ವರ್ಗಾಯಿಸಿ. ಬಾದಾಮಿ ಮತ್ತು ಪಿಸ್ತಾ ಚೂರುಗಳಿಂದ ಅಲಂಕರಿಸಿ. 2 ಗಂಟೆಗಳ ಕಾಲ ಅಥವಾ ಅದು ಸಂಪೂರ್ಣವಾಗಿ ಹೊಂದಿಸುವವರೆಗೆ ತಣ್ಣಗಾಗಲು ಬಿಡಿ. ಈಗ ಬಿಸ್ಕತ್ತು ತುಂಡುಗಳಾಗಿ ಕತ್ತರಿಸಿ. ಅಂತಿಮವಾಗಿ, ಹಾಲಿನ ಪುಡಿ ಬರ್ಫಿಯನ್ನು ಗಾಳಿಯಾಡದ ಡಬ್ಬದಲ್ಲಿ ಸಂಗ್ರಹಿಸಿ. xyxy=(46,1434,352,1579)
officials-figures xyxy=(898,1242,1298,1372)
science-day-article xyxy=(40,73,848,716)
crowd-figures xyxy=(374,1020,838,1170)
